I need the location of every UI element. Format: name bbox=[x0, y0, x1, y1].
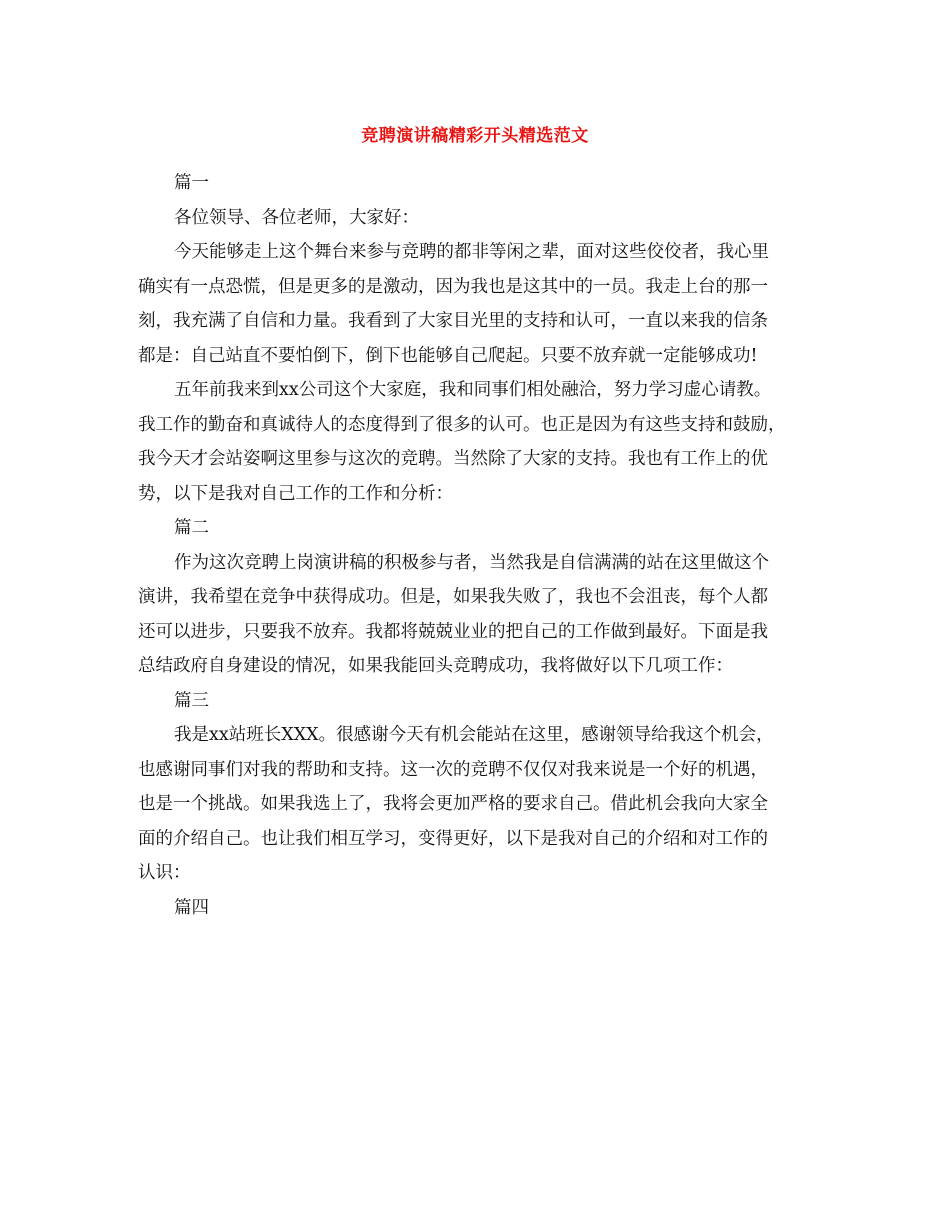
paragraph-line: 也是一个挑战。如果我选上了，我将会更加严格的要求自己。借此机会我向大家全 bbox=[138, 794, 768, 814]
salutation: 各位领导、各位老师，大家好： bbox=[174, 207, 419, 228]
paragraph-line: 刻，我充满了自信和力量。我看到了大家目光里的支持和认可，一直以来我的信条 bbox=[138, 311, 768, 331]
paragraph-line: 认识： bbox=[138, 863, 191, 883]
paragraph-line: 演讲，我希望在竞争中获得成功。但是，如果我失败了，我也不会沮丧，每个人都 bbox=[138, 587, 768, 607]
section-heading-4: 篇四 bbox=[174, 897, 209, 918]
paragraph-line: 今天能够走上这个舞台来参与竞聘的都非等闲之辈，面对这些佼佼者，我心里 bbox=[174, 242, 769, 262]
document-title: 竞聘演讲稿精彩开头精选范文 bbox=[361, 126, 589, 146]
paragraph-line: 我今天才会站姿啊这里参与这次的竞聘。当然除了大家的支持。我也有工作上的优 bbox=[138, 449, 768, 469]
paragraph-line: 都是：自己站直不要怕倒下，倒下也能够自己爬起。只要不放弃就一定能够成功! bbox=[138, 345, 758, 366]
paragraph-line: 也感谢同事们对我的帮助和支持。这一次的竞聘不仅仅对我来说是一个好的机遇， bbox=[138, 759, 768, 780]
paragraph-line: 作为这次竞聘上岗演讲稿的积极参与者，当然我是自信满满的站在这里做这个 bbox=[174, 552, 769, 573]
paragraph-line: 总结政府自身建设的情况，如果我能回头竞聘成功，我将做好以下几项工作： bbox=[138, 656, 733, 676]
paragraph-line: 五年前我来到xx公司这个大家庭，我和同事们相处融洽，努力学习虚心请教。 bbox=[174, 380, 772, 400]
section-heading-2: 篇二 bbox=[174, 518, 209, 538]
paragraph-line: 势，以下是我对自己工作的工作和分析： bbox=[138, 483, 453, 504]
section-heading-3: 篇三 bbox=[174, 690, 209, 711]
paragraph-line: 我是xx站班长XXX。很感谢今天有机会能站在这里，感谢领导给我这个机会， bbox=[174, 725, 774, 745]
paragraph-line: 还可以进步，只要我不放弃。我都将兢兢业业的把自己的工作做到最好。下面是我 bbox=[138, 621, 768, 642]
document-body bbox=[138, 166, 828, 925]
paragraph-line: 面的介绍自己。也让我们相互学习，变得更好，以下是我对自己的介绍和对工作的 bbox=[138, 828, 768, 849]
paragraph-line: 确实有一点恐慌，但是更多的是激动，因为我也是这其中的一员。我走上台的那一 bbox=[138, 276, 768, 297]
paragraph-line: 我工作的勤奋和真诚待人的态度得到了很多的认可。也正是因为有这些支持和鼓励， bbox=[138, 414, 786, 435]
section-heading-1: 篇一 bbox=[174, 173, 209, 193]
